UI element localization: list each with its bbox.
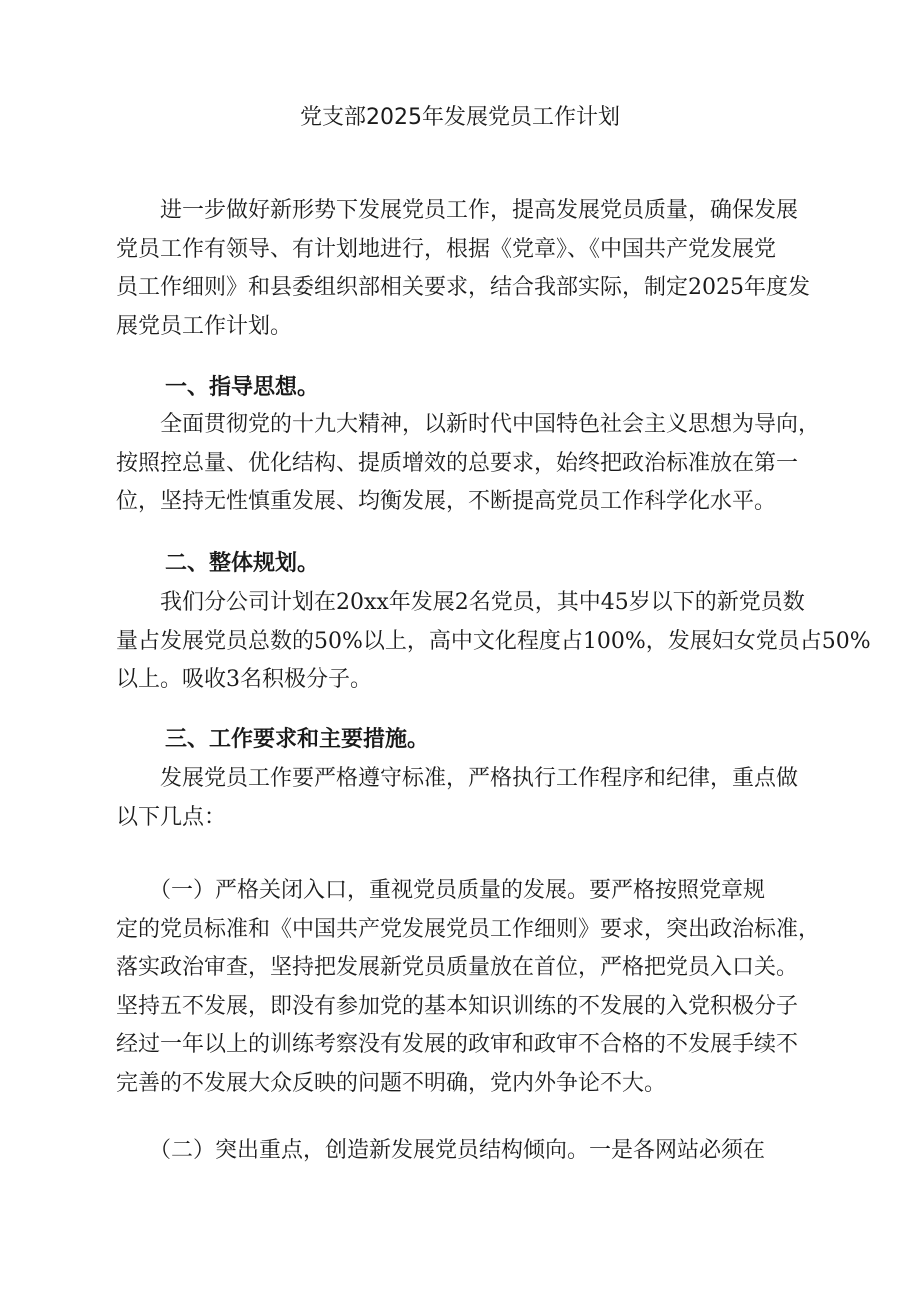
text-line: 党员工作有领导、有计划地进行，根据《党章》、《中国共产党发展党 [116, 236, 777, 262]
section1-paragraph [116, 406, 836, 522]
text-line: 以下几点： [116, 804, 227, 830]
text-line: 完善的不发展大众反映的问题不明确，党内外争论不大。 [116, 1070, 667, 1096]
section-heading-3: 三、工作要求和主要措施。 [165, 727, 430, 752]
text-line: 以上。吸收3名积极分子。 [116, 667, 372, 692]
intro-paragraph [116, 192, 836, 346]
text-line: 坚持五不发展，即没有参加党的基本知识训练的不发展的入党积极分子 [116, 993, 799, 1019]
text-line: 经过一年以上的训练考察没有发展的政审和政审不合格的不发展手续不 [116, 1032, 799, 1057]
text-line: （一）严格关闭入口，重视党员质量的发展。要严格按照党章规 [116, 878, 766, 903]
text-line: 全面贯彻党的十九大精神，以新时代中国特色社会主义思想为导向， [116, 412, 821, 437]
document-title: 党支部2025年发展党员工作计划 [300, 105, 620, 130]
text-line: 按照控总量、优化结构、提质增效的总要求，始终把政治标准放在第一 [116, 450, 799, 476]
text-line: 量占发展党员总数的50%以上，高中文化程度占100%，发展妇女党员占50% [116, 628, 871, 654]
section-heading-1: 一、指导思想。 [165, 375, 320, 400]
section2-paragraph [116, 584, 871, 700]
text-line: 我们分公司计划在20xx年发展2名党员，其中45岁以下的新党员数 [116, 590, 805, 615]
text-line: 发展党员工作要严格遵守标准，严格执行工作程序和纪律，重点做 [116, 766, 799, 791]
text-line: 进一步做好新形势下发展党员工作，提高发展党员质量，确保发展 [116, 198, 799, 223]
section3-intro-paragraph [116, 760, 836, 837]
section-heading-2: 二、整体规划。 [165, 551, 320, 576]
text-line: 展党员工作计划。 [116, 313, 293, 339]
text-line: 定的党员标准和《中国共产党发展党员工作细则》要求，突出政治标准， [116, 916, 821, 942]
item2-paragraph [116, 1132, 836, 1171]
text-line: （二）突出重点，创造新发展党员结构倾向。一是各网站必须在 [116, 1138, 766, 1163]
text-line: 员工作细则》和县委组织部相关要求，结合我部实际，制定2025年度发 [116, 275, 810, 300]
item1-paragraph [116, 872, 836, 1103]
text-line: 位，坚持无性慎重发展、均衡发展，不断提高党员工作科学化水平。 [116, 489, 777, 514]
text-line: 落实政治审查，坚持把发展新党员质量放在首位，严格把党员入口关。 [116, 955, 799, 980]
